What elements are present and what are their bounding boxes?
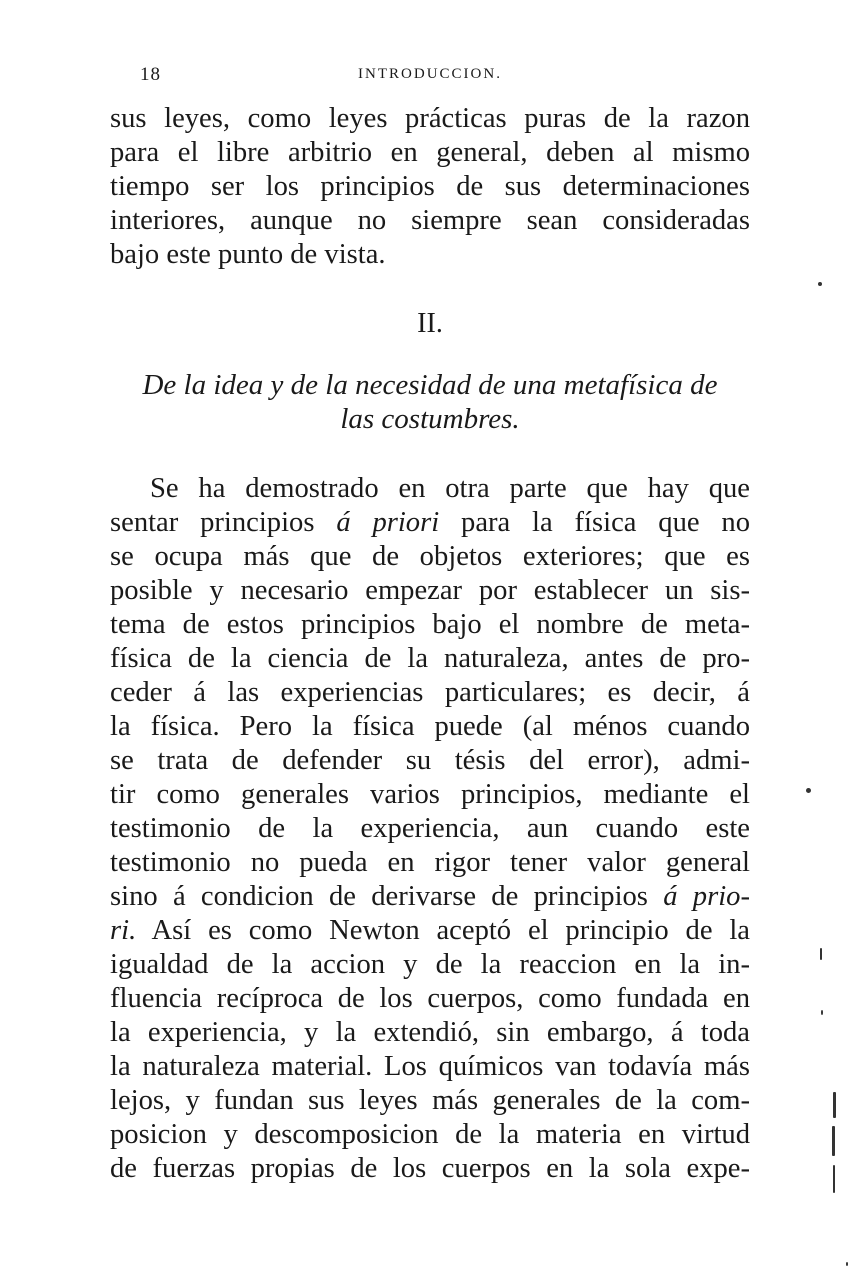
section-number: II. (417, 308, 443, 339)
text-line: bajo este punto de vista. (110, 239, 386, 270)
text-line: ri. Así es como Newton aceptó el principio de la (110, 915, 750, 946)
text-line: fluencia recíproca de los cuerpos, como fundada en (110, 983, 750, 1014)
text-line: ceder á las experiencias particulares; es decir, á (110, 677, 750, 708)
text-line: tiempo ser los principios de sus determinaciones (110, 171, 750, 202)
text-line: interiores, aunque no siempre sean consideradas (110, 205, 750, 236)
section-title (110, 368, 750, 436)
text-line: se ocupa más que de objetos exteriores; que es (110, 541, 750, 572)
scan-speck (818, 282, 822, 286)
paragraph-continued (110, 102, 750, 272)
running-title: INTRODUCCION. (358, 66, 502, 82)
text-line: igualdad de la accion y de la reaccion en la in- (110, 949, 750, 980)
text-line: de fuerzas propias de los cuerpos en la sola expe- (110, 1153, 750, 1184)
text-line: testimonio de la experiencia, aun cuando este (110, 813, 750, 844)
scan-speck (833, 1092, 836, 1118)
section-title-line: De la idea y de la necesidad de una metafísica de (142, 369, 718, 401)
emphasis-text: á prio- (663, 881, 750, 912)
text-line: lejos, y fundan sus leyes más generales de la com- (110, 1085, 750, 1116)
paragraph-body (110, 472, 750, 1186)
text-line: posible y necesario empezar por establecer un sis- (110, 575, 750, 606)
running-head (110, 64, 750, 90)
text-line: sino á condicion de derivarse de principios á prio- (110, 881, 750, 912)
text-line: la experiencia, y la extendió, sin embargo, á toda (110, 1017, 750, 1048)
emphasis-text: ri. (110, 915, 137, 946)
page-number: 18 (140, 64, 161, 85)
text-line: para el libre arbitrio en general, deben al mismo (110, 137, 750, 168)
text-line: posicion y descomposicion de la materia en virtud (110, 1119, 750, 1150)
text-line: tir como generales varios principios, mediante el (110, 779, 750, 810)
text-line: sentar principios á priori para la física que no (110, 507, 750, 538)
text-line: sus leyes, como leyes prácticas puras de la razon (110, 103, 750, 134)
text-line: tema de estos principios bajo el nombre de meta- (110, 609, 750, 640)
scan-speck (846, 1262, 848, 1266)
text-line: testimonio no pueda en rigor tener valor general (110, 847, 750, 878)
emphasis-text: á priori (336, 507, 440, 538)
text-line: la naturaleza material. Los químicos van todavía más (110, 1051, 750, 1082)
text-line: se trata de defender su tésis del error), admi- (110, 745, 750, 776)
text-line: física de la ciencia de la naturaleza, antes de pro- (110, 643, 750, 674)
scan-speck (806, 788, 811, 793)
scan-speck (832, 1126, 835, 1156)
scan-speck (820, 948, 822, 960)
text-line: la física. Pero la física puede (al ménos cuando (110, 711, 750, 742)
scan-speck (833, 1165, 835, 1193)
section-title-line: las costumbres. (340, 403, 520, 435)
text-line: Se ha demostrado en otra parte que hay que (150, 473, 750, 504)
scan-speck (821, 1010, 823, 1015)
